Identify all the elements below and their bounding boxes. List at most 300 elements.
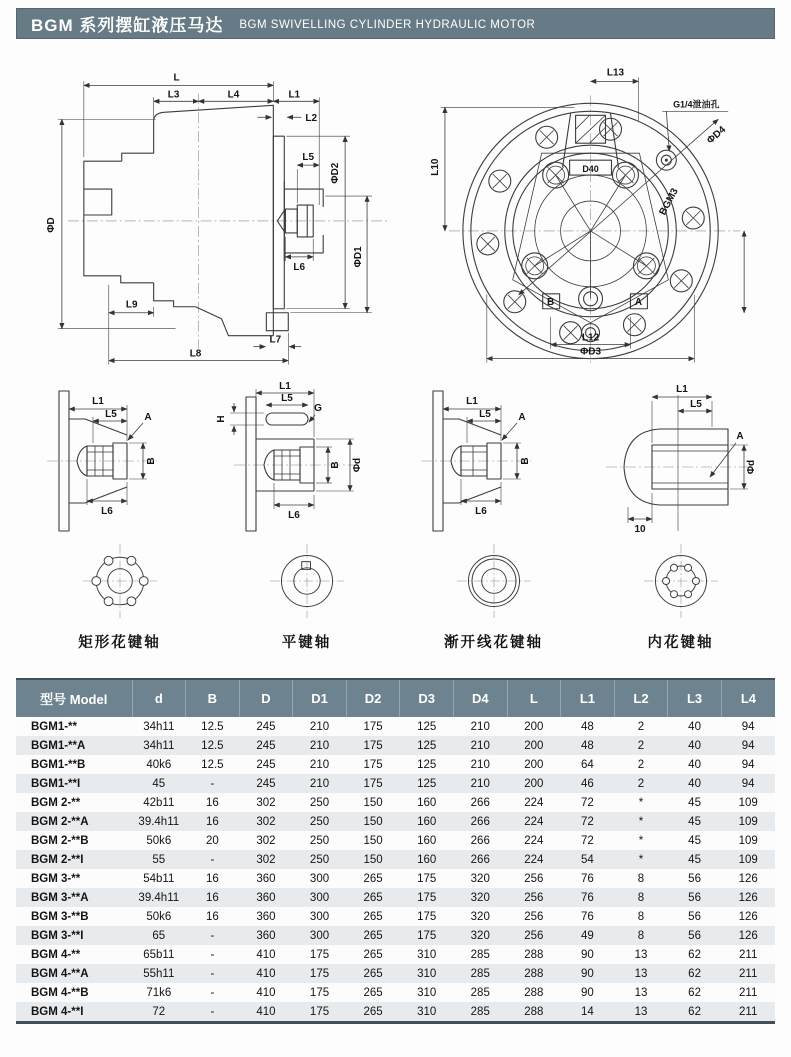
shaft-options xyxy=(16,379,775,652)
dim-label-phiD2: ΦD2 xyxy=(330,162,342,184)
dim-label: B xyxy=(330,461,341,469)
table-row xyxy=(16,945,775,964)
model-cell: BGM 4-**A xyxy=(31,967,89,980)
value-cell: 160 xyxy=(417,796,437,809)
drain-hole-label: G1/4泄油孔 xyxy=(673,99,720,110)
dim-label-L13: L13 xyxy=(606,67,624,79)
value-cell: 175 xyxy=(417,872,437,885)
shaft-caption: 平键轴 xyxy=(281,635,332,651)
value-cell: 265 xyxy=(363,929,383,942)
value-cell: 45 xyxy=(688,853,701,866)
value-cell: 302 xyxy=(256,834,276,847)
table-row xyxy=(16,983,775,1002)
value-cell: 310 xyxy=(417,986,437,999)
value-cell: 72 xyxy=(581,815,594,828)
spec-table-head-row xyxy=(16,679,775,717)
value-cell: 266 xyxy=(470,815,490,828)
value-cell: 256 xyxy=(524,872,544,885)
shaft-caption: 内花键轴 xyxy=(647,635,714,651)
value-cell: 45 xyxy=(688,796,701,809)
value-cell: 62 xyxy=(688,986,701,999)
model-cell: BGM 4-**I xyxy=(31,1005,84,1018)
table-row xyxy=(16,793,775,812)
table-row xyxy=(16,1002,775,1023)
dim-label-L9: L9 xyxy=(125,299,138,311)
column-header: L xyxy=(507,679,561,717)
page-title-en: BGM SWIVELLING CYLINDER HYDRAULIC MOTOR xyxy=(239,18,536,31)
value-cell: 300 xyxy=(309,910,330,923)
value-cell: 39.4h11 xyxy=(138,815,180,828)
value-cell: 200 xyxy=(524,758,544,771)
technical-drawings xyxy=(16,61,775,371)
value-cell: 360 xyxy=(256,910,276,923)
involute-spline-shaft-drawing xyxy=(400,379,587,537)
value-cell: 250 xyxy=(309,796,330,809)
value-cell: 210 xyxy=(309,739,330,752)
column-header: d xyxy=(132,679,186,717)
value-cell: 224 xyxy=(524,796,544,809)
dim-label: L1 xyxy=(92,396,104,407)
value-cell: * xyxy=(638,834,644,847)
value-cell: 56 xyxy=(688,891,701,904)
model-cell: BGM 3-**A xyxy=(31,891,89,904)
dim-label-L: L xyxy=(173,72,180,84)
value-cell: 34h11 xyxy=(143,720,175,733)
column-header: D2 xyxy=(346,679,400,717)
dim-label-L12: L12 xyxy=(581,332,600,344)
dim-label-L7: L7 xyxy=(269,334,282,346)
value-cell: 175 xyxy=(363,758,383,771)
value-cell: 56 xyxy=(688,872,701,885)
value-cell: 40 xyxy=(688,758,701,771)
value-cell: 62 xyxy=(688,948,701,961)
column-header: D3 xyxy=(400,679,454,717)
value-cell: 16 xyxy=(205,910,219,923)
value-cell: 210 xyxy=(309,720,330,733)
value-cell: 62 xyxy=(688,967,701,980)
value-cell: 256 xyxy=(524,910,544,923)
value-cell: 320 xyxy=(470,872,490,885)
value-cell: 125 xyxy=(417,758,437,771)
value-cell: 256 xyxy=(524,929,544,942)
table-row xyxy=(16,888,775,907)
value-cell: 2 xyxy=(637,777,645,790)
shaft-option-involute-spline xyxy=(400,379,587,652)
dim-label: L1 xyxy=(676,384,688,395)
model-cell: BGM1-** xyxy=(31,720,78,733)
dim-label: L6 xyxy=(288,510,300,521)
dim-label-L10: L10 xyxy=(429,158,441,176)
title-bar xyxy=(16,8,775,39)
dim-label-L6: L6 xyxy=(293,261,306,273)
value-cell: 12.5 xyxy=(201,758,224,771)
value-cell: 266 xyxy=(470,796,490,809)
dim-label-L1: L1 xyxy=(288,89,301,101)
value-cell: 109 xyxy=(738,815,758,828)
dim-label: B xyxy=(146,457,157,465)
value-cell: 150 xyxy=(363,834,383,847)
port-label-b: B xyxy=(546,296,555,308)
column-header: D1 xyxy=(293,679,347,717)
value-cell: 265 xyxy=(363,986,383,999)
value-cell: 210 xyxy=(309,758,330,771)
value-cell: 320 xyxy=(470,929,490,942)
value-cell: 109 xyxy=(738,796,758,809)
value-cell: 65 xyxy=(152,929,166,942)
value-cell: 16 xyxy=(205,891,219,904)
value-cell: 175 xyxy=(363,720,383,733)
column-header: L1 xyxy=(561,679,615,717)
value-cell: 2 xyxy=(637,720,645,733)
value-cell: 90 xyxy=(581,948,594,961)
value-cell: 200 xyxy=(524,777,544,790)
dim-label-phiD4: ΦD4 xyxy=(704,124,728,147)
value-cell: 72 xyxy=(581,834,594,847)
value-cell: 14 xyxy=(581,1005,594,1018)
value-cell: 300 xyxy=(309,872,330,885)
value-cell: 160 xyxy=(417,834,437,847)
value-cell: 54b11 xyxy=(143,872,175,885)
value-cell: 250 xyxy=(309,815,330,828)
dim-label: L6 xyxy=(475,506,487,517)
value-cell: 210 xyxy=(309,777,330,790)
value-cell: 200 xyxy=(524,739,544,752)
dim-label: L5 xyxy=(105,409,117,420)
value-cell: 45 xyxy=(688,834,701,847)
value-cell: 40 xyxy=(688,777,701,790)
value-cell: - xyxy=(210,1005,215,1018)
value-cell: 211 xyxy=(739,967,758,980)
dim-label: L5 xyxy=(479,409,491,420)
dim-label: L6 xyxy=(101,506,113,517)
model-cell: BGM1-**B xyxy=(31,758,86,771)
value-cell: 45 xyxy=(152,777,166,790)
value-cell: 94 xyxy=(741,739,755,752)
label-bgm3: BGM3 xyxy=(657,186,681,218)
shaft-caption: 渐开线花键轴 xyxy=(444,635,543,651)
value-cell: 126 xyxy=(738,891,758,904)
dim-label: A xyxy=(736,431,744,442)
value-cell: 410 xyxy=(256,948,276,961)
value-cell: 49 xyxy=(581,929,594,942)
value-cell: 360 xyxy=(256,891,276,904)
dim-label: B xyxy=(520,457,531,465)
value-cell: 90 xyxy=(581,986,594,999)
value-cell: 265 xyxy=(363,948,383,961)
value-cell: 265 xyxy=(363,910,383,923)
value-cell: 285 xyxy=(470,986,490,999)
value-cell: 210 xyxy=(470,777,490,790)
flange-geometry xyxy=(449,95,740,362)
dim-label: A xyxy=(144,412,152,423)
value-cell: 310 xyxy=(417,948,437,961)
value-cell: 64 xyxy=(581,758,594,771)
column-header: L4 xyxy=(721,679,775,717)
involute-spline-section xyxy=(446,537,542,625)
value-cell: 34h11 xyxy=(143,739,175,752)
value-cell: 40k6 xyxy=(146,758,172,771)
value-cell: 126 xyxy=(738,929,758,942)
internal-spline-shaft-drawing xyxy=(587,379,774,537)
value-cell: 210 xyxy=(470,758,490,771)
front-view-drawing xyxy=(423,61,767,371)
value-cell: 50k6 xyxy=(146,834,172,847)
value-cell: * xyxy=(638,815,644,828)
value-cell: 310 xyxy=(417,967,437,980)
drain-hole xyxy=(656,150,676,170)
spec-table-section xyxy=(16,678,775,1024)
value-cell: 285 xyxy=(470,1005,490,1018)
value-cell: 16 xyxy=(205,872,219,885)
rect-spline-section xyxy=(72,537,168,625)
value-cell: 160 xyxy=(417,853,437,866)
dim-label: L1 xyxy=(466,396,478,407)
value-cell: 76 xyxy=(581,872,594,885)
value-cell: 8 xyxy=(637,891,645,904)
table-row xyxy=(16,831,775,850)
dim-label-L5: L5 xyxy=(302,152,315,164)
dim-label-phiD3: ΦD3 xyxy=(580,346,601,358)
value-cell: 175 xyxy=(417,910,437,923)
value-cell: 360 xyxy=(256,872,276,885)
side-view-drawing xyxy=(24,61,423,371)
value-cell: 175 xyxy=(309,948,330,961)
value-cell: 90 xyxy=(581,967,594,980)
value-cell: 45 xyxy=(688,815,701,828)
column-header: B xyxy=(186,679,240,717)
model-cell: BGM 3-**I xyxy=(31,929,84,942)
value-cell: 175 xyxy=(309,986,330,999)
value-cell: 76 xyxy=(581,910,594,923)
value-cell: 250 xyxy=(309,853,330,866)
value-cell: 265 xyxy=(363,967,383,980)
dim-label: Φd xyxy=(746,459,757,475)
side-view-dimensions xyxy=(46,72,372,364)
value-cell: 109 xyxy=(738,834,758,847)
table-row xyxy=(16,736,775,755)
value-cell: 126 xyxy=(738,872,758,885)
value-cell: 266 xyxy=(470,834,490,847)
value-cell: 310 xyxy=(417,1005,437,1018)
value-cell: 94 xyxy=(741,758,755,771)
column-header: D xyxy=(239,679,293,717)
value-cell: 320 xyxy=(470,910,490,923)
value-cell: 410 xyxy=(256,986,276,999)
table-row xyxy=(16,774,775,793)
internal-spline-section xyxy=(633,537,729,625)
value-cell: 42b11 xyxy=(143,796,175,809)
value-cell: 76 xyxy=(581,891,594,904)
value-cell: 94 xyxy=(741,720,755,733)
dim-label-L4: L4 xyxy=(227,89,240,101)
spec-table-body xyxy=(16,717,775,1023)
value-cell: 210 xyxy=(470,720,490,733)
value-cell: 210 xyxy=(470,739,490,752)
value-cell: 360 xyxy=(256,929,276,942)
value-cell: 175 xyxy=(363,777,383,790)
table-row xyxy=(16,926,775,945)
dim-label: G xyxy=(314,403,322,414)
value-cell: 13 xyxy=(634,986,648,999)
dim-label: L5 xyxy=(690,399,702,410)
value-cell: 288 xyxy=(524,1005,544,1018)
value-cell: 126 xyxy=(738,910,758,923)
value-cell: 8 xyxy=(637,910,645,923)
dim-label: H xyxy=(216,415,227,423)
value-cell: 224 xyxy=(524,853,544,866)
value-cell: 300 xyxy=(309,891,330,904)
model-cell: BGM 3-**B xyxy=(31,910,89,923)
value-cell: 211 xyxy=(739,986,758,999)
shaft-option-internal-spline xyxy=(587,379,774,652)
value-cell: 13 xyxy=(634,948,648,961)
value-cell: 256 xyxy=(524,891,544,904)
column-header: L3 xyxy=(668,679,722,717)
value-cell: 266 xyxy=(470,853,490,866)
table-row xyxy=(16,717,775,736)
table-row xyxy=(16,850,775,869)
value-cell: 40 xyxy=(688,739,701,752)
value-cell: 2 xyxy=(637,758,645,771)
value-cell: 50k6 xyxy=(146,910,172,923)
value-cell: 72 xyxy=(152,1005,166,1018)
flat-key-section xyxy=(259,537,355,625)
motor-body-geometry xyxy=(68,93,387,348)
value-cell: 55h11 xyxy=(143,967,175,980)
value-cell: 285 xyxy=(470,967,490,980)
value-cell: 56 xyxy=(688,929,701,942)
table-row xyxy=(16,964,775,983)
value-cell: 245 xyxy=(256,758,276,771)
value-cell: 250 xyxy=(309,834,330,847)
model-cell: BGM 2-**A xyxy=(31,815,89,828)
column-header: D4 xyxy=(453,679,507,717)
column-header: 型号 Model xyxy=(16,679,132,717)
value-cell: 300 xyxy=(309,929,330,942)
value-cell: 175 xyxy=(417,891,437,904)
value-cell: - xyxy=(210,948,215,961)
value-cell: 125 xyxy=(417,739,437,752)
value-cell: 13 xyxy=(634,1005,648,1018)
value-cell: 320 xyxy=(470,891,490,904)
value-cell: 302 xyxy=(256,796,276,809)
value-cell: 410 xyxy=(256,1005,276,1018)
value-cell: 94 xyxy=(741,777,755,790)
dim-label-L3: L3 xyxy=(167,89,180,101)
value-cell: 65b11 xyxy=(143,948,175,961)
value-cell: 12.5 xyxy=(201,739,224,752)
value-cell: 20 xyxy=(205,834,219,847)
value-cell: * xyxy=(638,853,644,866)
value-cell: 224 xyxy=(524,815,544,828)
table-row xyxy=(16,755,775,774)
value-cell: 245 xyxy=(256,739,276,752)
value-cell: 200 xyxy=(524,720,544,733)
value-cell: 175 xyxy=(309,1005,330,1018)
dim-label-L2: L2 xyxy=(305,113,318,125)
shaft-caption: 矩形花键轴 xyxy=(78,635,161,651)
value-cell: 288 xyxy=(524,986,544,999)
rect-spline-shaft-drawing xyxy=(26,379,213,537)
value-cell: 71k6 xyxy=(146,986,172,999)
value-cell: 302 xyxy=(256,853,276,866)
model-cell: BGM 2-** xyxy=(31,796,81,809)
value-cell: 125 xyxy=(417,720,437,733)
model-cell: BGM 4-**B xyxy=(31,986,89,999)
dim-label-phiD1: ΦD1 xyxy=(353,246,365,268)
value-cell: 62 xyxy=(688,1005,701,1018)
value-cell: 150 xyxy=(363,796,383,809)
value-cell: 39.4h11 xyxy=(138,891,180,904)
value-cell: 410 xyxy=(256,967,276,980)
value-cell: 40 xyxy=(688,720,701,733)
flat-key-shaft-drawing xyxy=(213,379,400,537)
value-cell: 48 xyxy=(581,720,594,733)
value-cell: 175 xyxy=(417,929,437,942)
value-cell: 265 xyxy=(363,1005,383,1018)
value-cell: - xyxy=(210,929,215,942)
model-cell: BGM1-**A xyxy=(31,739,86,752)
value-cell: 175 xyxy=(363,739,383,752)
model-cell: BGM 4-** xyxy=(31,948,81,961)
value-cell: 46 xyxy=(581,777,594,790)
label-d40: D40 xyxy=(582,164,599,175)
value-cell: 56 xyxy=(688,910,701,923)
value-cell: 13 xyxy=(634,967,648,980)
value-cell: 48 xyxy=(581,739,594,752)
model-cell: BGM 2-**I xyxy=(31,853,84,866)
value-cell: 12.5 xyxy=(201,720,224,733)
model-cell: BGM 3-** xyxy=(31,872,81,885)
value-cell: 150 xyxy=(363,853,383,866)
dim-label: 10 xyxy=(634,524,646,535)
value-cell: - xyxy=(210,853,215,866)
column-header: L2 xyxy=(614,679,668,717)
model-cell: BGM1-**I xyxy=(31,777,81,790)
value-cell: 2 xyxy=(637,739,645,752)
model-cell: BGM 2-**B xyxy=(31,834,89,847)
value-cell: 288 xyxy=(524,967,544,980)
value-cell: - xyxy=(210,777,215,790)
shaft-option-rect-spline xyxy=(26,379,213,652)
value-cell: 288 xyxy=(524,948,544,961)
value-cell: 245 xyxy=(256,720,276,733)
value-cell: 150 xyxy=(363,815,383,828)
value-cell: 109 xyxy=(738,853,758,866)
value-cell: 125 xyxy=(417,777,437,790)
value-cell: 16 xyxy=(205,815,219,828)
value-cell: 285 xyxy=(470,948,490,961)
table-row xyxy=(16,907,775,926)
value-cell: 302 xyxy=(256,815,276,828)
table-row xyxy=(16,812,775,831)
dim-label: L1 xyxy=(279,381,291,392)
value-cell: 72 xyxy=(581,796,594,809)
value-cell: 211 xyxy=(739,1005,758,1018)
value-cell: 224 xyxy=(524,834,544,847)
value-cell: 175 xyxy=(309,967,330,980)
spec-table xyxy=(16,678,775,1024)
value-cell: - xyxy=(210,967,215,980)
value-cell: 265 xyxy=(363,891,383,904)
value-cell: 16 xyxy=(205,796,219,809)
port-label-a: A xyxy=(634,296,642,308)
dim-label-L8: L8 xyxy=(189,348,202,360)
table-row xyxy=(16,869,775,888)
value-cell: 8 xyxy=(637,929,645,942)
value-cell: 245 xyxy=(256,777,276,790)
shaft-option-flat-key xyxy=(213,379,400,652)
